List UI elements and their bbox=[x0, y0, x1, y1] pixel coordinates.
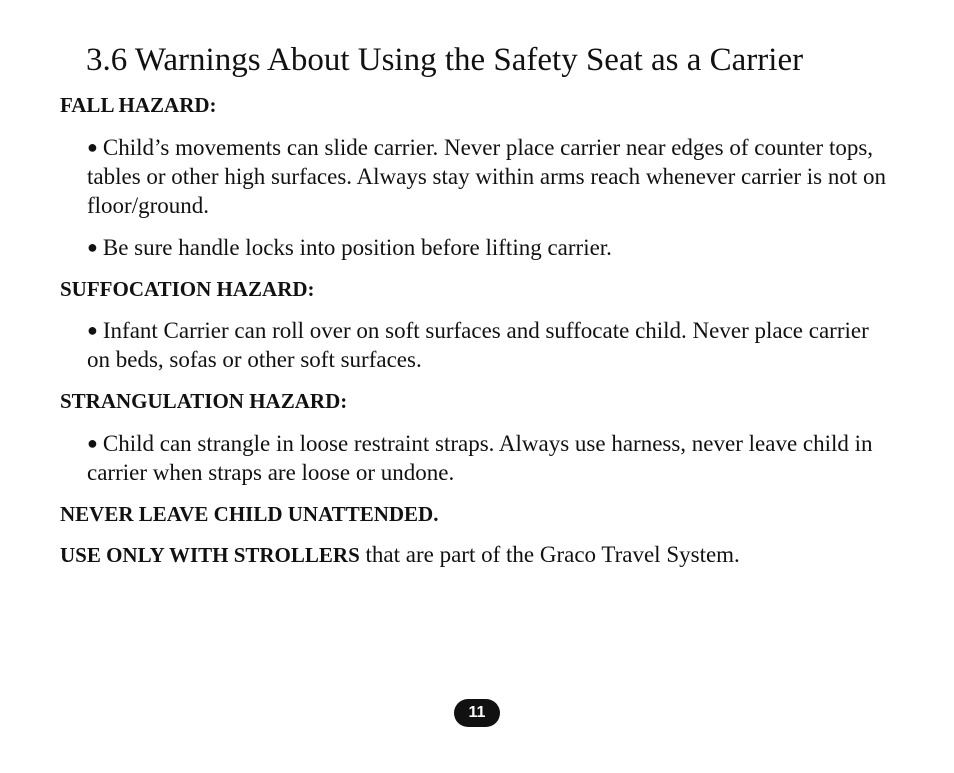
bullet-icon: ● bbox=[87, 433, 98, 453]
bullet-icon: ● bbox=[87, 237, 98, 257]
bullet-icon: ● bbox=[87, 137, 98, 157]
strollers-warning bbox=[60, 540, 740, 570]
bullet-icon: ● bbox=[87, 320, 98, 340]
suffocation-hazard-bullet-1 bbox=[87, 316, 887, 374]
strangulation-hazard-heading: STRANGULATION HAZARD: bbox=[60, 389, 348, 413]
strangulation-hazard-bullet-1 bbox=[87, 429, 887, 487]
strollers-warning-bold: USE ONLY WITH STROLLERS bbox=[60, 543, 360, 567]
fall-hazard-heading: FALL HAZARD: bbox=[60, 93, 217, 117]
fall-hazard-bullet-1 bbox=[87, 133, 887, 220]
bullet-text: Be sure handle locks into position before lifting carrier. bbox=[102, 235, 612, 260]
never-leave-warning: NEVER LEAVE CHILD UNATTENDED. bbox=[60, 502, 439, 526]
bullet-text: Child can strangle in loose restraint straps. Always use harness, never leave child in carrier when straps are loose or undone. bbox=[87, 431, 873, 485]
suffocation-hazard-heading: SUFFOCATION HAZARD: bbox=[60, 277, 315, 301]
fall-hazard-bullet-2 bbox=[87, 233, 887, 262]
page-title: 3.6 Warnings About Using the Safety Seat as a Carrier bbox=[86, 42, 804, 78]
bullet-text: Infant Carrier can roll over on soft surfaces and suffocate child. Never place carrier on beds, sofas or other soft surfaces. bbox=[87, 318, 869, 372]
bullet-text: Child’s movements can slide carrier. Never place carrier near edges of counter tops, tables or other high surfaces. Always stay within arms reach whenever carrier is not on floor/ground. bbox=[87, 135, 886, 218]
strollers-warning-rest: that are part of the Graco Travel System. bbox=[359, 542, 740, 567]
page-number-badge: 11 bbox=[454, 699, 500, 727]
